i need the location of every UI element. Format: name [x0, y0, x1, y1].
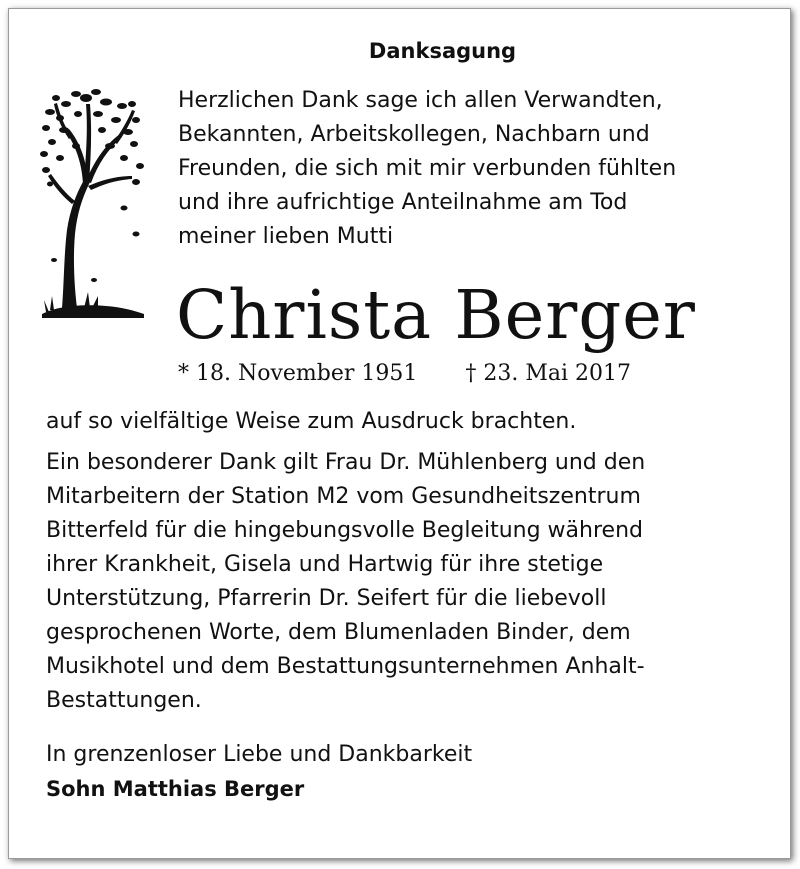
thanks-line: ihrer Krankheit, Gisela und Hartwig für ihre stetige: [46, 552, 604, 577]
thanks-line: Bestattungen.: [46, 688, 202, 713]
birth-date: * 18. November 1951: [178, 361, 418, 386]
notice-heading: Danksagung: [368, 39, 517, 63]
intro-line: Bekannten, Arbeitskollegen, Nachbarn und: [178, 122, 650, 147]
intro-line: und ihre aufrichtige Anteilnahme am Tod: [178, 190, 628, 215]
death-date: † 23. Mai 2017: [465, 361, 632, 386]
thanks-text: [46, 405, 645, 718]
tree-icon: [36, 84, 154, 320]
intro-line: Herzlichen Dank sage ich allen Verwandten,: [178, 88, 663, 113]
thanks-line: Bitterfeld für die hingebungsvolle Begleitung während: [46, 518, 643, 543]
intro-text: [178, 84, 676, 254]
thanks-line: Musikhotel und dem Bestattungsunternehmen Anhalt-: [46, 654, 645, 679]
intro-line: Freunden, die sich mit mir verbunden fühlten: [178, 156, 677, 181]
deceased-name: Christa Berger: [176, 276, 696, 354]
thanks-line: Ein besonderer Dank gilt Frau Dr. Mühlenberg und den: [46, 450, 646, 475]
thanks-line: gesprochenen Worte, dem Blumenladen Binder, dem: [46, 620, 631, 645]
continuation-line: auf so vielfältige Weise zum Ausdruck brachten.: [46, 409, 577, 434]
closing-line: In grenzenloser Liebe und Dankbarkeit: [46, 742, 473, 767]
intro-line: meiner lieben Mutti: [178, 224, 394, 249]
life-dates: [178, 357, 631, 391]
thanks-line: Unterstützung, Pfarrerin Dr. Seifert für die liebevoll: [46, 586, 607, 611]
thanks-line: Mitarbeitern der Station M2 vom Gesundheitszentrum: [46, 484, 641, 509]
signer-name: Sohn Matthias Berger: [46, 777, 305, 801]
closing: [46, 738, 472, 806]
